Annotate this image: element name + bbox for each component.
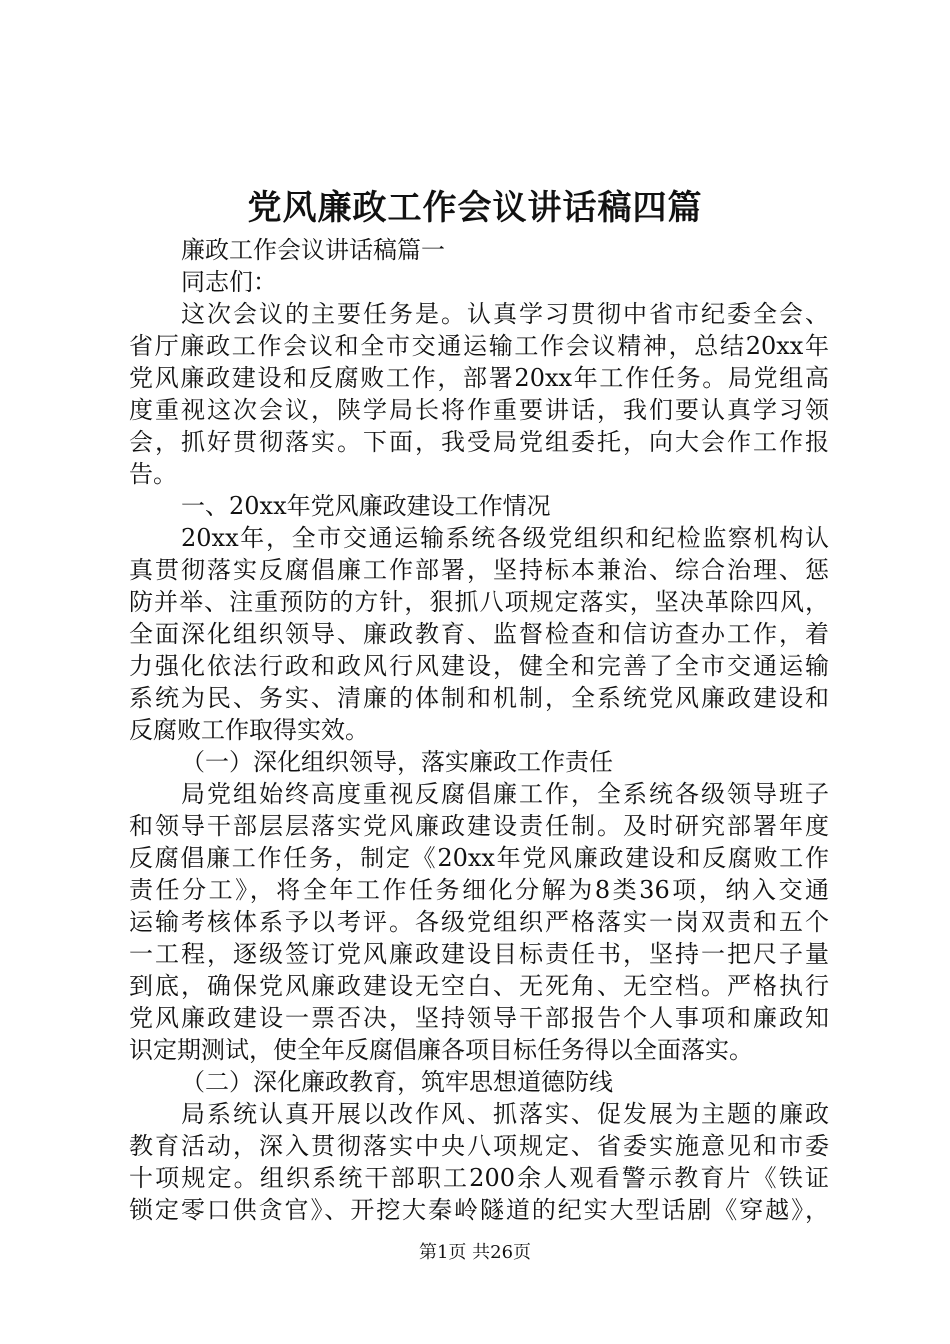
text-line: 这次会议的主要任务是。认真学习贯彻中省市纪委全会、 xyxy=(181,300,829,328)
text-line: 反腐倡廉工作任务，制定《20xx年党风廉政建设和反腐败工作 xyxy=(129,844,829,872)
text-line: 党风廉政建设和反腐败工作，部署20xx年工作任务。局党组高 xyxy=(129,364,829,392)
text-line: 真贯彻落实反腐倡廉工作部署，坚持标本兼治、综合治理、惩 xyxy=(129,556,829,584)
text-line: 识定期测试，使全年反腐倡廉各项目标任务得以全面落实。 xyxy=(129,1036,753,1064)
text-line: 局系统认真开展以改作风、抓落实、促发展为主题的廉政 xyxy=(181,1100,829,1128)
text-line: 20xx年，全市交通运输系统各级党组织和纪检监察机构认 xyxy=(181,524,829,552)
text-line: 系统为民、务实、清廉的体制和机制，全系统党风廉政建设和 xyxy=(129,684,829,712)
text-line: 全面深化组织领导、廉政教育、监督检查和信访查办工作，着 xyxy=(129,620,829,648)
text-line: 锁定零口供贪官》、开挖大秦岭隧道的纪实大型话剧《穿越》， xyxy=(129,1196,829,1224)
text-line: 十项规定。组织系统干部职工200余人观看警示教育片《铁证 xyxy=(129,1164,829,1192)
text-line: （二）深化廉政教育，筑牢思想道德防线 xyxy=(181,1068,613,1096)
text-line: 同志们： xyxy=(181,268,277,296)
document-body xyxy=(129,234,829,1226)
text-line: 会，抓好贯彻落实。下面，我受局党组委托，向大会作工作报 xyxy=(129,428,829,456)
text-line: 力强化依法行政和政风行风建设，健全和完善了全市交通运输 xyxy=(129,652,829,680)
text-line: 省厅廉政工作会议和全市交通运输工作会议精神，总结20xx年 xyxy=(129,332,829,360)
text-line: 到底，确保党风廉政建设无空白、无死角、无空档。严格执行 xyxy=(129,972,829,1000)
text-line: 党风廉政建设一票否决，坚持领导干部报告个人事项和廉政知 xyxy=(129,1004,829,1032)
text-line: 一、20xx年党风廉政建设工作情况 xyxy=(181,492,551,520)
text-line: 责任分工》，将全年工作任务细化分解为8类36项，纳入交通 xyxy=(129,876,829,904)
text-line: 廉政工作会议讲话稿篇一 xyxy=(181,236,445,264)
text-line: 告。 xyxy=(129,460,177,488)
text-line: 教育活动，深入贯彻落实中央八项规定、省委实施意见和市委 xyxy=(129,1132,829,1160)
text-line: （一）深化组织领导，落实廉政工作责任 xyxy=(181,748,613,776)
text-line: 度重视这次会议，陕学局长将作重要讲话，我们要认真学习领 xyxy=(129,396,829,424)
text-line: 局党组始终高度重视反腐倡廉工作，全系统各级领导班子 xyxy=(181,780,829,808)
text-line: 一工程，逐级签订党风廉政建设目标责任书，坚持一把尺子量 xyxy=(129,940,829,968)
text-line: 反腐败工作取得实效。 xyxy=(129,716,369,744)
page-footer: 第1页 共26页 xyxy=(418,1242,532,1263)
text-line: 运输考核体系予以考评。各级党组织严格落实一岗双责和五个 xyxy=(129,908,829,936)
document-title: 党风廉政工作会议讲话稿四篇 xyxy=(247,188,703,228)
text-line: 防并举、注重预防的方针，狠抓八项规定落实，坚决革除四风， xyxy=(129,588,829,616)
text-line: 和领导干部层层落实党风廉政建设责任制。及时研究部署年度 xyxy=(129,812,829,840)
